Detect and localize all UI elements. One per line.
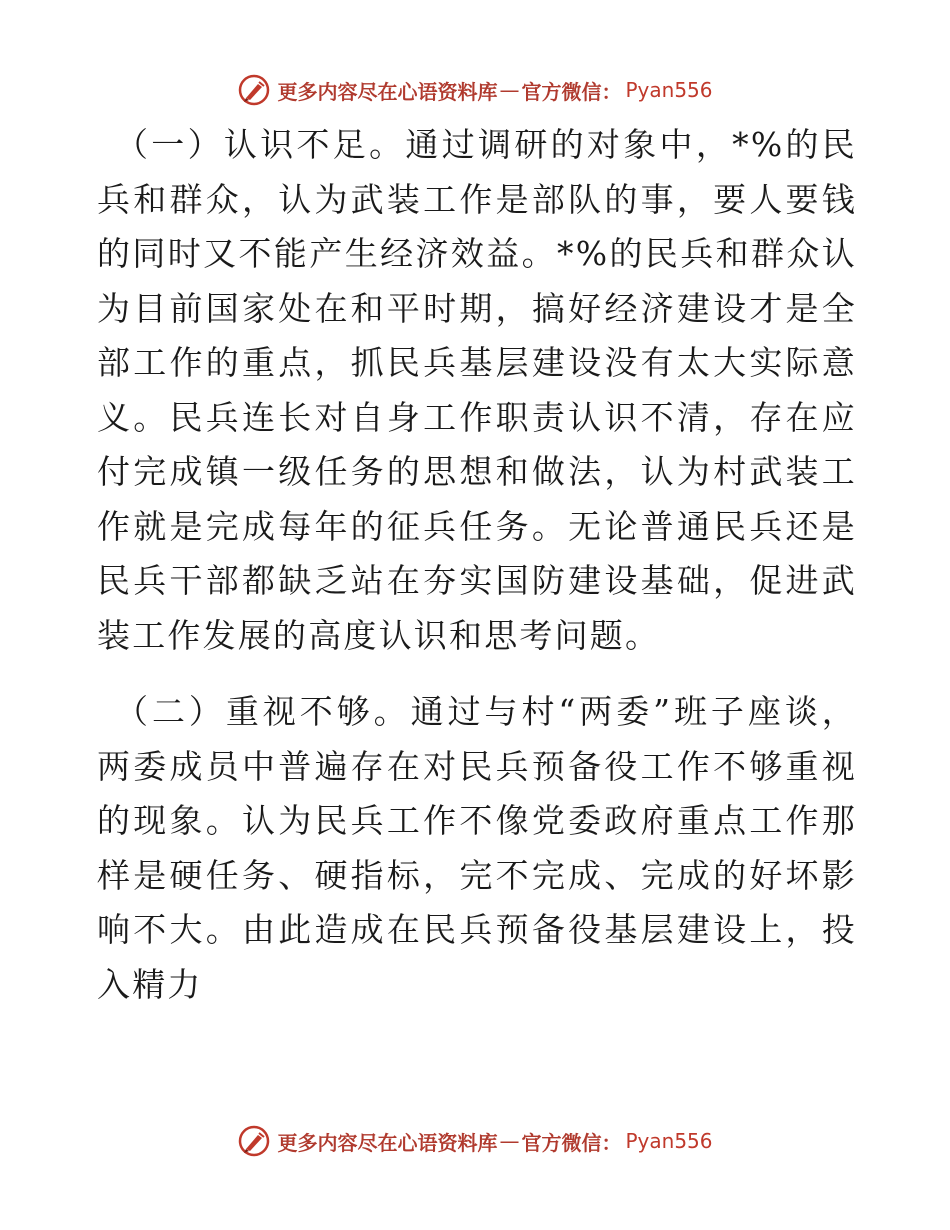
banner-wechat-label: 官方微信： (521, 79, 622, 104)
banner-brand: 更多内容尽在心语资料库 (277, 79, 498, 104)
footer-brand: 更多内容尽在心语资料库 (277, 1130, 498, 1155)
footer-handle: Pyan556 (625, 1129, 713, 1153)
banner-separator: — (499, 78, 520, 102)
footer-separator: — (499, 1129, 520, 1153)
footer-wechat-label: 官方微信： (521, 1130, 622, 1155)
pen-logo-icon (237, 73, 271, 107)
paragraph-1: （一）认识不足。通过调研的对象中，*%的民兵和群众，认为武装工作是部队的事，要人要钱的同时又不能产生经济效益。*%的民兵和群众认为目前国家处在和平时期，搞好经济建设才是全部工作的重点，抓民兵基层建设没有太大实际意义。民兵连长对自身工作职责认识不清，存在应付完成镇一级任务的思想和做法，认为村武装工作就是完成每年的征兵任务。无论普通民兵还是民兵干部都缺乏站在夯实国防建设基础，促进武装工作发展的高度认识和思考问题。 (97, 125, 857, 655)
header-banner (0, 70, 950, 110)
footer-banner (0, 1121, 950, 1161)
pen-logo-icon (237, 1124, 271, 1158)
banner-handle: Pyan556 (625, 78, 713, 102)
document-body (97, 118, 857, 1012)
paragraph-2: （二）重视不够。通过与村“两委”班子座谈，两委成员中普遍存在对民兵预备役工作不够重视的现象。认为民兵工作不像党委政府重点工作那样是硬任务、硬指标，完不完成、完成的好坏影响不大。由此造成在民兵预备役基层建设上，投入精力 (97, 692, 857, 1004)
